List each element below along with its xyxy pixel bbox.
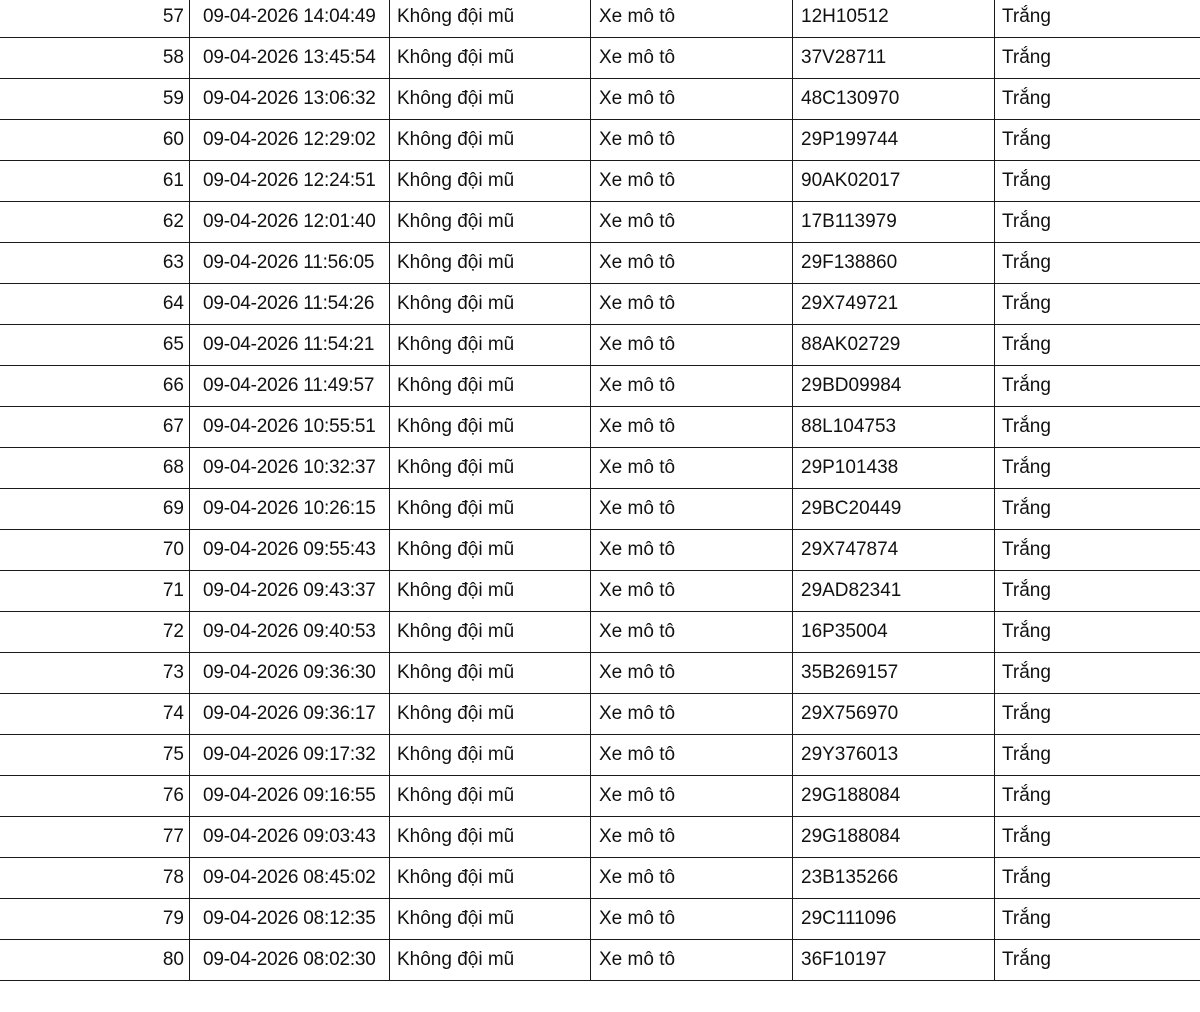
vehicle-type-cell[interactable]: Xe mô tô [591, 776, 793, 817]
timestamp-cell[interactable]: 09-04-2026 09:03:43 [190, 817, 390, 858]
violation-cell[interactable]: Không đội mũ [390, 407, 591, 448]
table-row [0, 407, 1200, 448]
table-row [0, 858, 1200, 899]
license-plate-cell[interactable]: 29F138860 [793, 243, 995, 284]
timestamp-cell[interactable]: 09-04-2026 13:45:54 [190, 38, 390, 79]
plate-color-cell[interactable]: Trắng [995, 38, 1200, 79]
table-row [0, 735, 1200, 776]
table-row [0, 817, 1200, 858]
timestamp-cell[interactable]: 09-04-2026 10:32:37 [190, 448, 390, 489]
row-number-cell[interactable]: 62 [0, 202, 190, 243]
vehicle-type-cell[interactable]: Xe mô tô [591, 653, 793, 694]
vehicle-type-cell[interactable]: Xe mô tô [591, 612, 793, 653]
timestamp-cell[interactable]: 09-04-2026 08:02:30 [190, 940, 390, 981]
violation-cell[interactable]: Không đội mũ [390, 161, 591, 202]
violation-cell[interactable]: Không đội mũ [390, 735, 591, 776]
violation-cell[interactable]: Không đội mũ [390, 366, 591, 407]
row-number-cell[interactable]: 78 [0, 858, 190, 899]
timestamp-cell[interactable]: 09-04-2026 11:56:05 [190, 243, 390, 284]
vehicle-type-cell[interactable]: Xe mô tô [591, 202, 793, 243]
violation-cell[interactable]: Không đội mũ [390, 571, 591, 612]
plate-color-cell[interactable]: Trắng [995, 202, 1200, 243]
timestamp-cell[interactable]: 09-04-2026 11:54:26 [190, 284, 390, 325]
timestamp-cell[interactable]: 09-04-2026 09:40:53 [190, 612, 390, 653]
violation-cell[interactable]: Không đội mũ [390, 899, 591, 940]
timestamp-cell[interactable]: 09-04-2026 12:24:51 [190, 161, 390, 202]
vehicle-type-cell[interactable]: Xe mô tô [591, 817, 793, 858]
vehicle-type-cell[interactable]: Xe mô tô [591, 325, 793, 366]
timestamp-cell[interactable]: 09-04-2026 12:29:02 [190, 120, 390, 161]
license-plate-cell[interactable]: 29BD09984 [793, 366, 995, 407]
timestamp-cell[interactable]: 09-04-2026 14:04:49 [190, 0, 390, 38]
license-plate-cell[interactable]: 12H10512 [793, 0, 995, 38]
row-number-cell[interactable]: 58 [0, 38, 190, 79]
plate-color-cell[interactable]: Trắng [995, 571, 1200, 612]
license-plate-cell[interactable]: 88L104753 [793, 407, 995, 448]
table-row [0, 284, 1200, 325]
plate-color-cell[interactable]: Trắng [995, 612, 1200, 653]
vehicle-type-cell[interactable]: Xe mô tô [591, 694, 793, 735]
timestamp-cell[interactable]: 09-04-2026 11:49:57 [190, 366, 390, 407]
vehicle-type-cell[interactable]: Xe mô tô [591, 38, 793, 79]
table-row [0, 571, 1200, 612]
timestamp-cell[interactable]: 09-04-2026 12:01:40 [190, 202, 390, 243]
row-number-cell[interactable]: 77 [0, 817, 190, 858]
timestamp-cell[interactable]: 09-04-2026 10:55:51 [190, 407, 390, 448]
row-number-cell[interactable]: 66 [0, 366, 190, 407]
plate-color-cell[interactable]: Trắng [995, 366, 1200, 407]
license-plate-cell[interactable]: 29C111096 [793, 899, 995, 940]
license-plate-cell[interactable]: 29P199744 [793, 120, 995, 161]
row-number-cell[interactable]: 72 [0, 612, 190, 653]
violation-cell[interactable]: Không đội mũ [390, 817, 591, 858]
table-row [0, 366, 1200, 407]
license-plate-cell[interactable]: 35B269157 [793, 653, 995, 694]
table-row [0, 530, 1200, 571]
table-row [0, 776, 1200, 817]
plate-color-cell[interactable]: Trắng [995, 530, 1200, 571]
vehicle-type-cell[interactable]: Xe mô tô [591, 161, 793, 202]
vehicle-type-cell[interactable]: Xe mô tô [591, 243, 793, 284]
timestamp-cell[interactable]: 09-04-2026 08:12:35 [190, 899, 390, 940]
violation-cell[interactable]: Không đội mũ [390, 0, 591, 38]
vehicle-type-cell[interactable]: Xe mô tô [591, 284, 793, 325]
timestamp-cell[interactable]: 09-04-2026 09:55:43 [190, 530, 390, 571]
row-number-cell[interactable]: 74 [0, 694, 190, 735]
vehicle-type-cell[interactable]: Xe mô tô [591, 899, 793, 940]
plate-color-cell[interactable]: Trắng [995, 940, 1200, 981]
license-plate-cell[interactable]: 29AD82341 [793, 571, 995, 612]
row-number-cell[interactable]: 63 [0, 243, 190, 284]
timestamp-cell[interactable]: 09-04-2026 09:43:37 [190, 571, 390, 612]
table-row [0, 38, 1200, 79]
vehicle-type-cell[interactable]: Xe mô tô [591, 407, 793, 448]
plate-color-cell[interactable]: Trắng [995, 243, 1200, 284]
vehicle-type-cell[interactable]: Xe mô tô [591, 940, 793, 981]
vehicle-type-cell[interactable]: Xe mô tô [591, 489, 793, 530]
violation-cell[interactable]: Không đội mũ [390, 940, 591, 981]
violation-cell[interactable]: Không đội mũ [390, 79, 591, 120]
vehicle-type-cell[interactable]: Xe mô tô [591, 366, 793, 407]
violation-cell[interactable]: Không đội mũ [390, 38, 591, 79]
plate-color-cell[interactable]: Trắng [995, 284, 1200, 325]
row-number-cell[interactable]: 80 [0, 940, 190, 981]
timestamp-cell[interactable]: 09-04-2026 10:26:15 [190, 489, 390, 530]
row-number-cell[interactable]: 69 [0, 489, 190, 530]
table-row [0, 612, 1200, 653]
row-number-cell[interactable]: 59 [0, 79, 190, 120]
violation-cell[interactable]: Không đội mũ [390, 325, 591, 366]
row-number-cell[interactable]: 68 [0, 448, 190, 489]
row-number-cell[interactable]: 70 [0, 530, 190, 571]
table-row [0, 325, 1200, 366]
license-plate-cell[interactable]: 36F10197 [793, 940, 995, 981]
timestamp-cell[interactable]: 09-04-2026 11:54:21 [190, 325, 390, 366]
violation-cell[interactable]: Không đội mũ [390, 612, 591, 653]
violation-cell[interactable]: Không đội mũ [390, 284, 591, 325]
vehicle-type-cell[interactable]: Xe mô tô [591, 858, 793, 899]
plate-color-cell[interactable]: Trắng [995, 858, 1200, 899]
row-number-cell[interactable]: 60 [0, 120, 190, 161]
plate-color-cell[interactable]: Trắng [995, 120, 1200, 161]
row-number-cell[interactable]: 64 [0, 284, 190, 325]
license-plate-cell[interactable]: 29X747874 [793, 530, 995, 571]
timestamp-cell[interactable]: 09-04-2026 09:16:55 [190, 776, 390, 817]
violation-cell[interactable]: Không đội mũ [390, 448, 591, 489]
plate-color-cell[interactable]: Trắng [995, 79, 1200, 120]
table-row [0, 653, 1200, 694]
plate-color-cell[interactable]: Trắng [995, 407, 1200, 448]
timestamp-cell[interactable]: 09-04-2026 09:36:30 [190, 653, 390, 694]
plate-color-cell[interactable]: Trắng [995, 325, 1200, 366]
plate-color-cell[interactable]: Trắng [995, 448, 1200, 489]
vehicle-type-cell[interactable]: Xe mô tô [591, 735, 793, 776]
vehicle-type-cell[interactable]: Xe mô tô [591, 79, 793, 120]
table-row [0, 489, 1200, 530]
plate-color-cell[interactable]: Trắng [995, 653, 1200, 694]
table-row [0, 448, 1200, 489]
timestamp-cell[interactable]: 09-04-2026 09:17:32 [190, 735, 390, 776]
license-plate-cell[interactable]: 88AK02729 [793, 325, 995, 366]
row-number-cell[interactable]: 57 [0, 0, 190, 38]
plate-color-cell[interactable]: Trắng [995, 694, 1200, 735]
violation-cell[interactable]: Không đội mũ [390, 858, 591, 899]
violation-cell[interactable]: Không đội mũ [390, 530, 591, 571]
violation-cell[interactable]: Không đội mũ [390, 694, 591, 735]
table-row [0, 243, 1200, 284]
plate-color-cell[interactable]: Trắng [995, 817, 1200, 858]
vehicle-type-cell[interactable]: Xe mô tô [591, 0, 793, 38]
row-number-cell[interactable]: 75 [0, 735, 190, 776]
table-row [0, 79, 1200, 120]
vehicle-type-cell[interactable]: Xe mô tô [591, 571, 793, 612]
timestamp-cell[interactable]: 09-04-2026 08:45:02 [190, 858, 390, 899]
timestamp-cell[interactable]: 09-04-2026 09:36:17 [190, 694, 390, 735]
license-plate-cell[interactable]: 29G188084 [793, 817, 995, 858]
row-number-cell[interactable]: 79 [0, 899, 190, 940]
license-plate-cell[interactable]: 29BC20449 [793, 489, 995, 530]
license-plate-cell[interactable]: 37V28711 [793, 38, 995, 79]
license-plate-cell[interactable]: 29G188084 [793, 776, 995, 817]
license-plate-cell[interactable]: 29P101438 [793, 448, 995, 489]
violation-cell[interactable]: Không đội mũ [390, 243, 591, 284]
plate-color-cell[interactable]: Trắng [995, 735, 1200, 776]
violation-cell[interactable]: Không đội mũ [390, 653, 591, 694]
row-number-cell[interactable]: 61 [0, 161, 190, 202]
violation-cell[interactable]: Không đội mũ [390, 489, 591, 530]
license-plate-cell[interactable]: 29X756970 [793, 694, 995, 735]
table-row [0, 694, 1200, 735]
table-row [0, 161, 1200, 202]
table-row [0, 120, 1200, 161]
license-plate-cell[interactable]: 23B135266 [793, 858, 995, 899]
table-row [0, 202, 1200, 243]
plate-color-cell[interactable]: Trắng [995, 0, 1200, 38]
table-row [0, 0, 1200, 38]
row-number-cell[interactable]: 65 [0, 325, 190, 366]
license-plate-cell[interactable]: 90AK02017 [793, 161, 995, 202]
license-plate-cell[interactable]: 16P35004 [793, 612, 995, 653]
row-number-cell[interactable]: 76 [0, 776, 190, 817]
violation-cell[interactable]: Không đội mũ [390, 776, 591, 817]
plate-color-cell[interactable]: Trắng [995, 899, 1200, 940]
violation-cell[interactable]: Không đội mũ [390, 202, 591, 243]
row-number-cell[interactable]: 67 [0, 407, 190, 448]
table-row [0, 899, 1200, 940]
timestamp-cell[interactable]: 09-04-2026 13:06:32 [190, 79, 390, 120]
vehicle-type-cell[interactable]: Xe mô tô [591, 530, 793, 571]
table-row [0, 940, 1200, 981]
row-number-cell[interactable]: 73 [0, 653, 190, 694]
license-plate-cell[interactable]: 29Y376013 [793, 735, 995, 776]
plate-color-cell[interactable]: Trắng [995, 489, 1200, 530]
vehicle-type-cell[interactable]: Xe mô tô [591, 120, 793, 161]
license-plate-cell[interactable]: 17B113979 [793, 202, 995, 243]
plate-color-cell[interactable]: Trắng [995, 161, 1200, 202]
violation-cell[interactable]: Không đội mũ [390, 120, 591, 161]
vehicle-type-cell[interactable]: Xe mô tô [591, 448, 793, 489]
license-plate-cell[interactable]: 29X749721 [793, 284, 995, 325]
license-plate-cell[interactable]: 48C130970 [793, 79, 995, 120]
plate-color-cell[interactable]: Trắng [995, 776, 1200, 817]
row-number-cell[interactable]: 71 [0, 571, 190, 612]
